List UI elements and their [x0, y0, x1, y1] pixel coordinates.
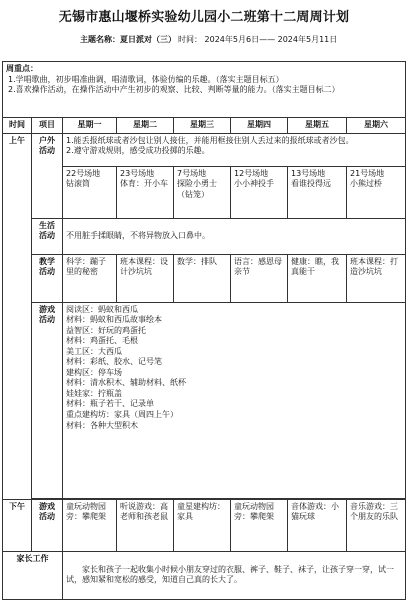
outdoor-wednesday — [174, 166, 231, 218]
date-range: 时间： 2024年5月6日—— 2024年5月11日 — [178, 35, 338, 44]
games-row — [3, 302, 406, 498]
outdoor-label — [32, 133, 63, 218]
teaching-wednesday: 数学：排队 — [174, 254, 231, 302]
outdoor-thursday — [231, 166, 288, 218]
outdoor-monday — [63, 166, 117, 218]
pm-games-saturday: 音乐游戏：三个朋友的乐队 — [347, 499, 406, 551]
outdoor-tuesday — [117, 166, 174, 218]
pm-games-wednesday: 童星建构坊：家具 — [174, 499, 231, 551]
pm-games-thursday: 童玩动物园旁：攀爬架 — [231, 499, 288, 551]
outdoor-tuesday-venue: 23号场地 — [120, 168, 155, 178]
games-line: 材料：瓶子若干、记录单 — [66, 399, 154, 409]
teaching-friday: 健康：瞧，我真能干 — [288, 254, 347, 302]
games-line: 阅读区：蚂蚁和西瓜 — [66, 304, 138, 314]
teaching-saturday: 班本课程：打造沙坑坑 — [347, 254, 406, 302]
games-line: 重点建构坊：家具（周四上午） — [66, 410, 178, 420]
page-title: 无锡市惠山堰桥实验幼儿园小二班第十二周周计划 — [58, 10, 350, 25]
outdoor-thursday-venue: 12号场地 — [234, 168, 269, 178]
teaching-thursday: 语言：感恩母亲节 — [231, 254, 288, 302]
weekly-goals-title: 周重点： — [6, 64, 38, 73]
weekly-goals — [3, 62, 406, 118]
outdoor-monday-venue: 22号场地 — [66, 168, 101, 178]
header-thursday: 星期四 — [231, 118, 288, 134]
pm-games-friday: 音体游戏：小猫玩球 — [288, 499, 347, 551]
games-line: 材料：各种大型积木 — [66, 420, 138, 430]
family-work-label: 家长工作 — [3, 551, 63, 599]
afternoon-games-row — [3, 499, 406, 551]
weekly-goals-row — [3, 62, 406, 118]
teaching-tuesday: 班本课程：设计沙坑坑 — [117, 254, 174, 302]
games-line: 娃娃家：拧瓶盖 — [66, 388, 122, 398]
outdoor-wednesday-activity: 探险小勇士（钻笼） — [177, 179, 217, 199]
games-line: 材料：清水积木、辅助材料、纸杯 — [66, 378, 186, 388]
teaching-monday: 科学：蹦子里的秘密 — [63, 254, 117, 302]
games-label-line1: 游戏 — [39, 304, 55, 314]
outdoor-thursday-activity: 小小神投手 — [234, 179, 274, 189]
pm-games-label-line2: 活动 — [39, 512, 55, 522]
family-work-row — [3, 551, 406, 599]
pm-games-label-line1: 游戏 — [39, 501, 55, 511]
pm-games-tuesday: 听说游戏：高老师和孩老鼠 — [117, 499, 174, 551]
games-areas — [63, 302, 406, 498]
teaching-row — [3, 254, 406, 302]
header-tuesday: 星期二 — [117, 118, 174, 134]
teaching-label-line1: 教学 — [39, 256, 55, 266]
teaching-label-line2: 活动 — [39, 267, 55, 277]
pm-games-monday: 童玩动物园旁：攀爬架 — [63, 499, 117, 551]
teaching-label — [32, 254, 63, 302]
games-label — [32, 302, 63, 498]
weekly-goal-2: 2.喜欢操作活动，在操作活动中产生初步的观察、比较、判断等量的能力。（落实主题目标二） — [8, 85, 340, 95]
outdoor-saturday-activity: 小熊过桥 — [350, 179, 382, 189]
life-activity: 不用脏手揉眼睛，不将异物放入口鼻中。 — [63, 218, 406, 254]
theme-name: 主题名称：夏日派对（三） — [80, 35, 176, 44]
life-label — [32, 218, 63, 254]
outdoor-friday — [288, 166, 347, 218]
header-wednesday: 星期三 — [174, 118, 231, 134]
games-line: 材料：彩纸、胶水、记号笔 — [66, 357, 162, 367]
family-work-text: 家长和孩子一起收集小时候小朋友穿过的衣服、裤子、鞋子、袜子，让孩子穿一穿，试一试，感知紧和宽松的感受，知道自己真的长大了。 — [63, 551, 406, 599]
outdoor-goals-row — [3, 133, 406, 166]
life-label-line2: 活动 — [39, 231, 55, 241]
morning-label: 上午 — [3, 133, 32, 499]
weekly-plan-table — [2, 61, 406, 600]
header-row — [3, 118, 406, 134]
outdoor-venues-row — [3, 166, 406, 218]
outdoor-label-line2: 活动 — [39, 146, 55, 156]
life-activity-row — [3, 218, 406, 254]
games-line: 材料：蚂蚁和西瓜故事绘本 — [66, 315, 162, 325]
header-saturday: 星期六 — [347, 118, 406, 134]
outdoor-wednesday-venue: 7号场地 — [177, 168, 207, 178]
afternoon-label: 下午 — [3, 499, 32, 551]
life-label-line1: 生活 — [39, 220, 55, 230]
outdoor-saturday — [347, 166, 406, 218]
games-line: 益智区：好玩的鸡蛋托 — [66, 325, 146, 335]
outdoor-monday-activity: 钻滚筒 — [66, 179, 90, 189]
games-line: 建构区：停车场 — [66, 367, 122, 377]
outdoor-goal-2: 2.遵守游戏规则，感受成功投掷的乐趣。 — [66, 146, 210, 156]
outdoor-friday-activity: 看谁投得远 — [291, 179, 331, 189]
games-label-line2: 活动 — [39, 315, 55, 325]
pm-games-label — [32, 499, 63, 551]
weekly-goal-1: 1.学唱歌曲，初步唱准曲调，唱清歌词，体验仿编的乐趣。（落实主题目标五） — [8, 74, 284, 84]
outdoor-goals — [63, 133, 406, 166]
header-item: 项目 — [32, 118, 63, 134]
header-time: 时间 — [3, 118, 32, 134]
outdoor-goal-1: 1.能丢报纸球或者沙包让别人接住，并能用框接住别人丢过来的报纸球或者沙包。 — [66, 135, 354, 145]
outdoor-friday-venue: 13号场地 — [291, 168, 326, 178]
outdoor-tuesday-activity: 体育：开小车 — [120, 179, 168, 189]
header-monday: 星期一 — [63, 118, 117, 134]
outdoor-label-line1: 户外 — [39, 135, 55, 145]
outdoor-saturday-venue: 21号场地 — [350, 168, 385, 178]
games-line: 美工区：大西瓜 — [66, 346, 122, 356]
header-friday: 星期五 — [288, 118, 347, 134]
games-line: 材料：鸡蛋托、毛根 — [66, 336, 138, 346]
